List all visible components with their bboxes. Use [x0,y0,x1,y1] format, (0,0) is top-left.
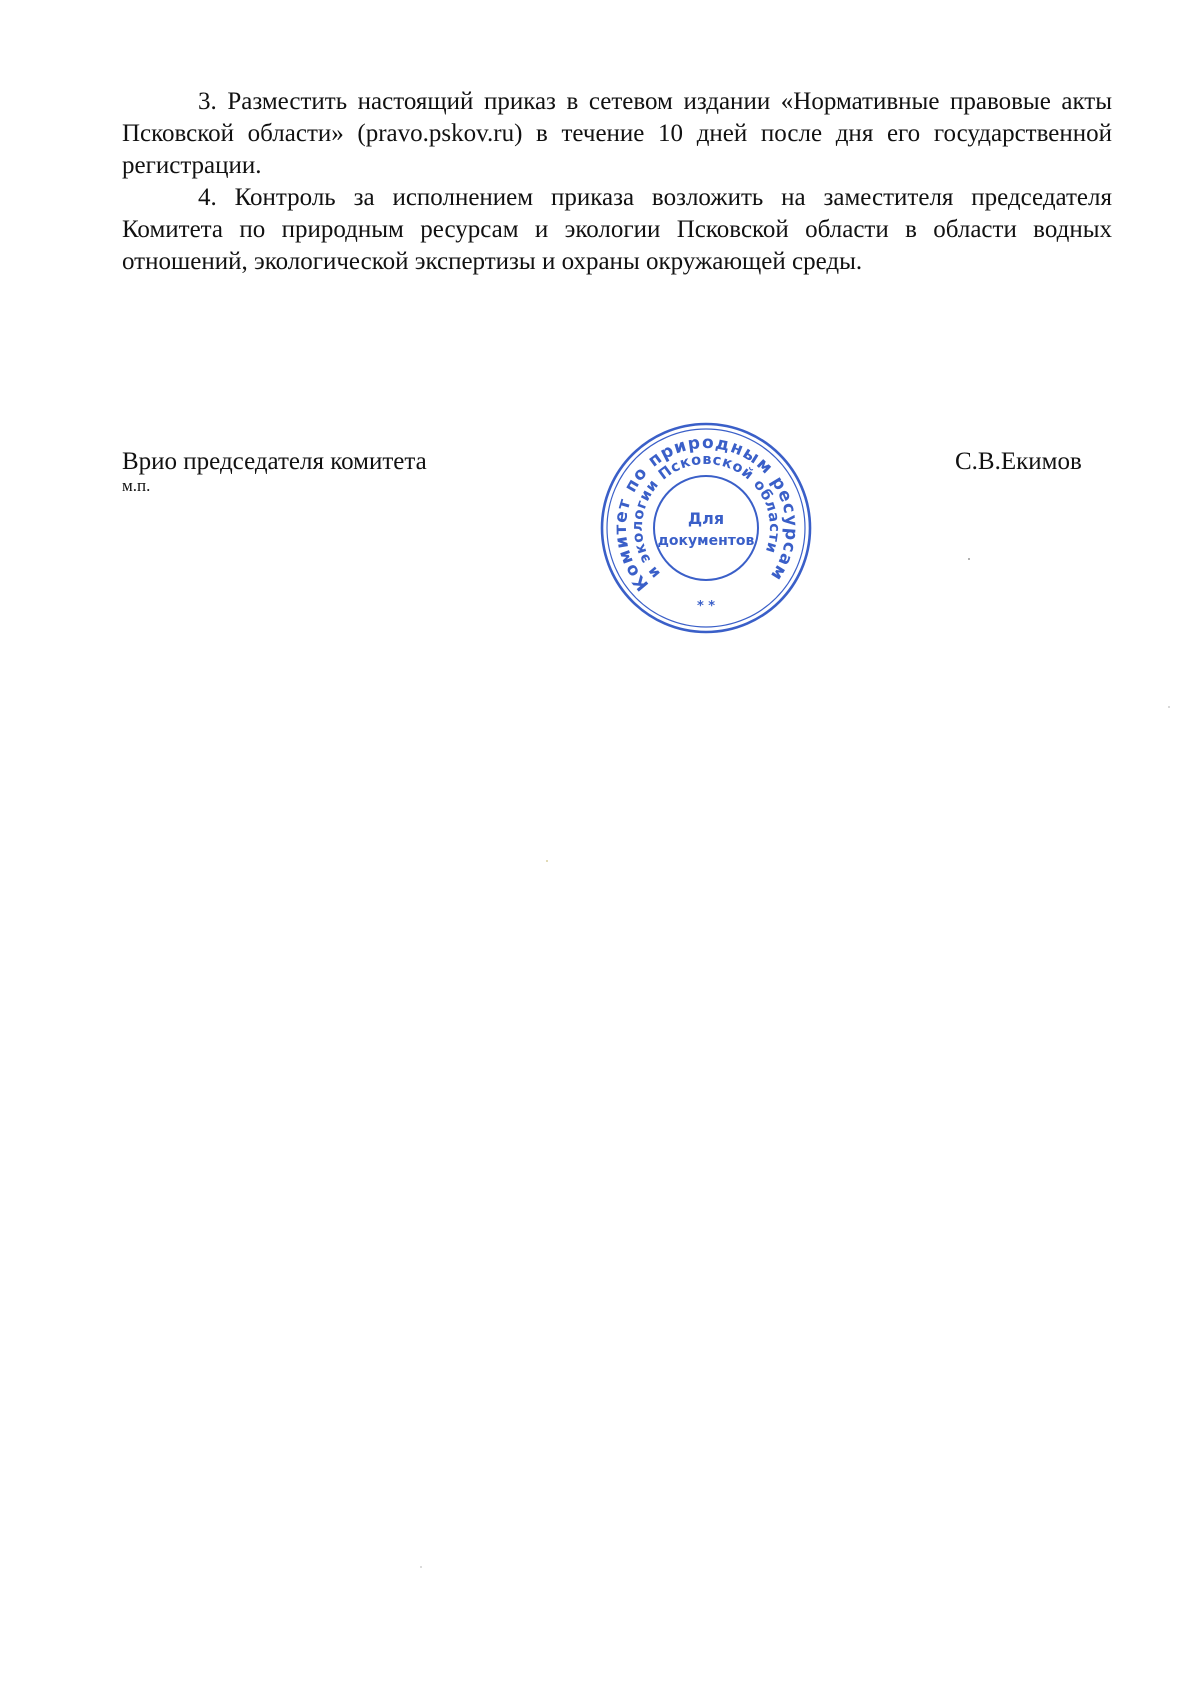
signer-name: С.В.Екимов [955,448,1082,475]
seal-place-label: м.п. [122,476,151,495]
stamp-stars: * * [696,599,716,614]
scan-speck [1168,706,1170,708]
official-stamp [592,414,820,642]
signer-position: Врио председателя комитета [122,448,427,475]
stamp-center-line-2: документов [657,533,755,549]
scan-speck [546,860,548,862]
scan-speck [968,558,970,560]
stamp-outer-text: Комитет по природным ресурсам [610,432,802,595]
stamp-center-line-1: Для [687,509,725,528]
paragraph-4: 4. Контроль за исполнением приказа возложить на заместителя председателя Комитета по природным ресурсам и экологии Псковской области в области водных отношений, экологической экспертизы и охраны окружающей среды. [122,184,1112,275]
paragraph-3: 3. Разместить настоящий приказ в сетевом издании «Нормативные правовые акты Псковской области» (pravo.pskov.ru) в течение 10 дней после дня его государственной регистрации. [122,88,1112,179]
scan-speck [420,1566,422,1568]
stamp-inner-text: и экологии Псковской области [629,451,783,582]
order-body [122,86,1112,278]
